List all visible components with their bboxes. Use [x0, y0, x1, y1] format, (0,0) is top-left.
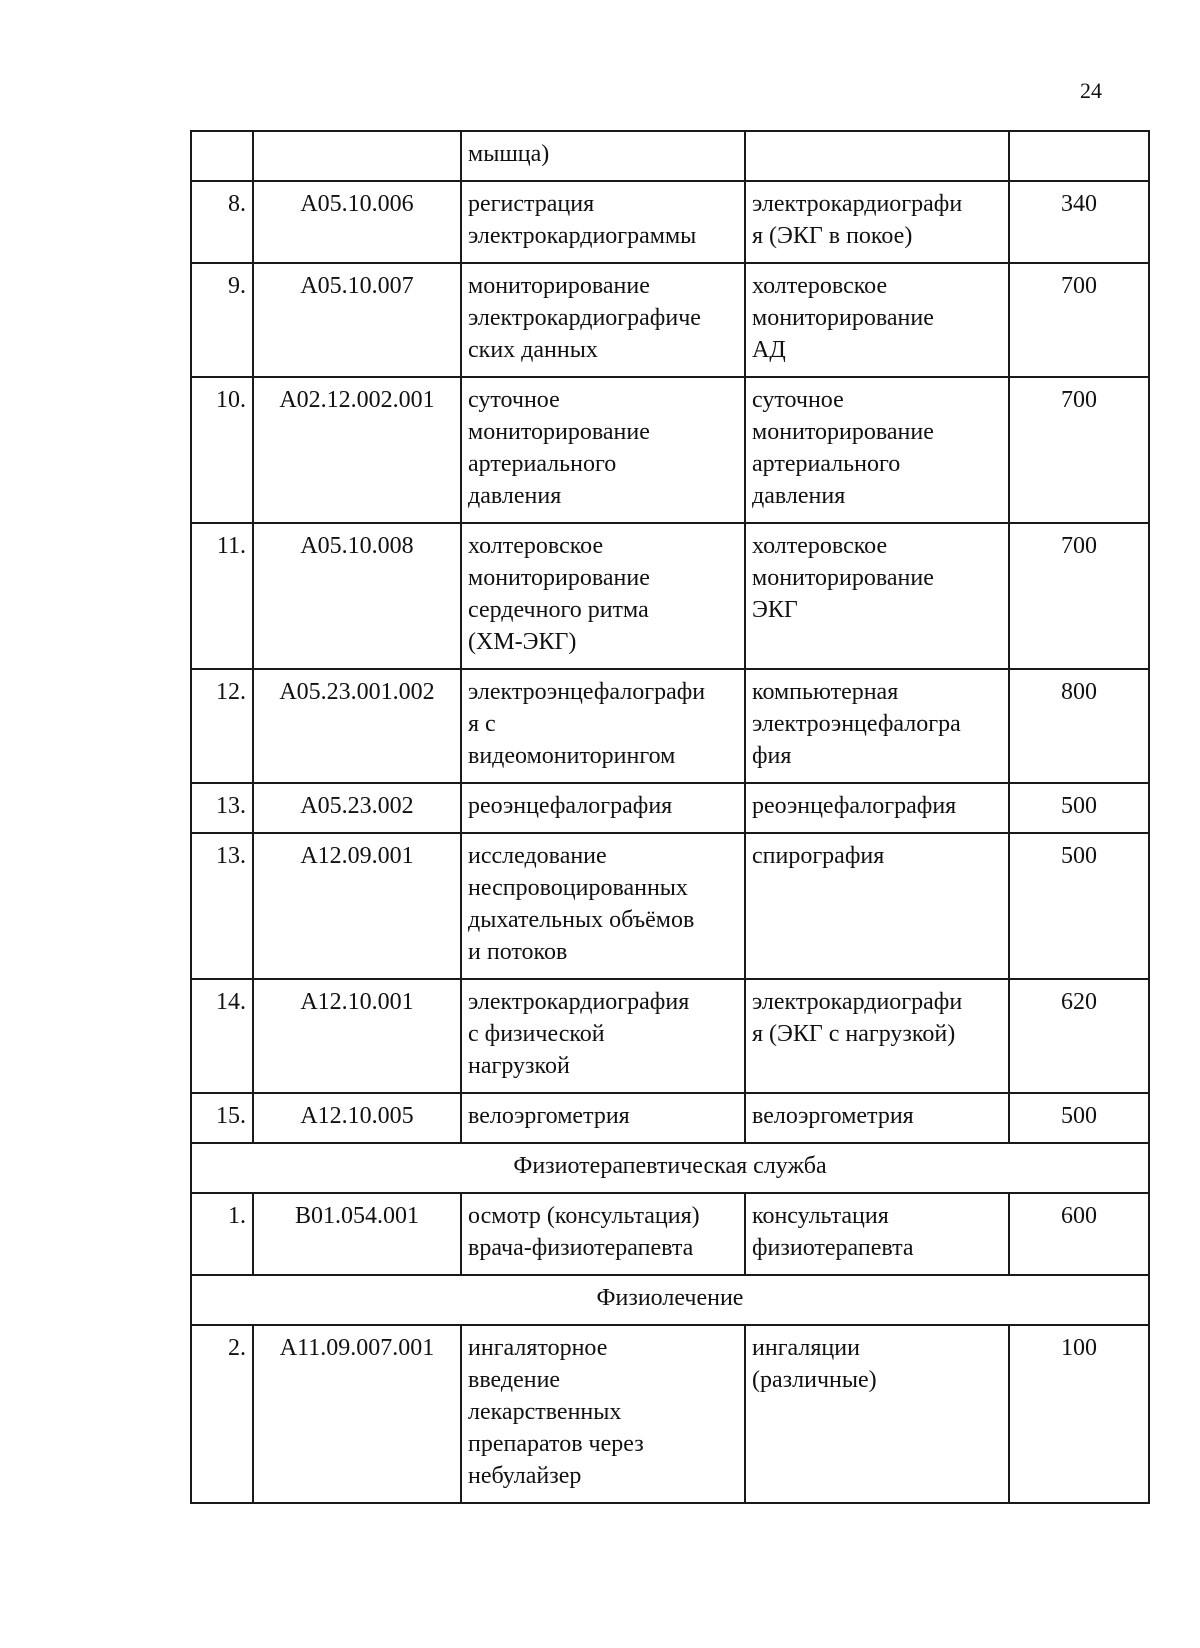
- service-name: консультация физиотерапевта: [745, 1193, 1009, 1275]
- service-name: электрокардиографи я (ЭКГ в покое): [745, 181, 1009, 263]
- service-code: [253, 131, 461, 181]
- section-header-row: [191, 1275, 1149, 1325]
- service-name: велоэргометрия: [745, 1093, 1009, 1143]
- table-row: [191, 783, 1149, 833]
- table-row: [191, 1325, 1149, 1503]
- service-price: 600: [1009, 1193, 1149, 1275]
- service-code: A11.09.007.001: [253, 1325, 461, 1503]
- table-body: [191, 131, 1149, 1503]
- table-row: [191, 833, 1149, 979]
- section-header-row: [191, 1143, 1149, 1193]
- service-name: компьютерная электроэнцефалогра фия: [745, 669, 1009, 783]
- row-number: 2.: [191, 1325, 253, 1503]
- service-description: ингаляторное введение лекарственных препаратов через небулайзер: [461, 1325, 745, 1503]
- table-row: [191, 1193, 1149, 1275]
- service-name: спирография: [745, 833, 1009, 979]
- row-number: 15.: [191, 1093, 253, 1143]
- page-number: 24: [1080, 78, 1102, 103]
- service-name: ингаляции (различные): [745, 1325, 1009, 1503]
- service-code: A05.10.006: [253, 181, 461, 263]
- service-description: осмотр (консультация) врача-физиотерапевта: [461, 1193, 745, 1275]
- table-row: [191, 523, 1149, 669]
- service-name: холтеровское мониторирование АД: [745, 263, 1009, 377]
- row-number: 9.: [191, 263, 253, 377]
- service-description: велоэргометрия: [461, 1093, 745, 1143]
- service-code: A02.12.002.001: [253, 377, 461, 523]
- service-code: B01.054.001: [253, 1193, 461, 1275]
- table-row: [191, 181, 1149, 263]
- row-number: 8.: [191, 181, 253, 263]
- service-description: регистрация электрокардиограммы: [461, 181, 745, 263]
- service-description: электрокардиография с физической нагрузкой: [461, 979, 745, 1093]
- row-number: 10.: [191, 377, 253, 523]
- service-name: холтеровское мониторирование ЭКГ: [745, 523, 1009, 669]
- service-code: A12.10.005: [253, 1093, 461, 1143]
- table-row: [191, 131, 1149, 181]
- service-description: суточное мониторирование артериального давления: [461, 377, 745, 523]
- service-name: суточное мониторирование артериального давления: [745, 377, 1009, 523]
- service-price: 500: [1009, 783, 1149, 833]
- service-price: 500: [1009, 1093, 1149, 1143]
- row-number: 13.: [191, 783, 253, 833]
- table-row: [191, 669, 1149, 783]
- service-code: A05.23.001.002: [253, 669, 461, 783]
- row-number: 14.: [191, 979, 253, 1093]
- service-code: A12.09.001: [253, 833, 461, 979]
- service-price: 800: [1009, 669, 1149, 783]
- service-description: исследование неспровоцированных дыхательных объёмов и потоков: [461, 833, 745, 979]
- price-list-table: [190, 130, 1150, 1504]
- row-number: 13.: [191, 833, 253, 979]
- service-price: 340: [1009, 181, 1149, 263]
- section-title: Физиолечение: [191, 1275, 1149, 1325]
- service-description: холтеровское мониторирование сердечного ритма (ХМ-ЭКГ): [461, 523, 745, 669]
- table-row: [191, 263, 1149, 377]
- service-price: 100: [1009, 1325, 1149, 1503]
- service-description: электроэнцефалографи я с видеомониторингом: [461, 669, 745, 783]
- service-code: A05.23.002: [253, 783, 461, 833]
- row-number: 11.: [191, 523, 253, 669]
- row-number: 12.: [191, 669, 253, 783]
- service-description: реоэнцефалография: [461, 783, 745, 833]
- service-description: мониторирование электрокардиографиче ских данных: [461, 263, 745, 377]
- row-number: 1.: [191, 1193, 253, 1275]
- service-price: 620: [1009, 979, 1149, 1093]
- service-code: A12.10.001: [253, 979, 461, 1093]
- service-code: A05.10.008: [253, 523, 461, 669]
- service-name: [745, 131, 1009, 181]
- table-row: [191, 979, 1149, 1093]
- service-name: электрокардиографи я (ЭКГ с нагрузкой): [745, 979, 1009, 1093]
- service-description: мышца): [461, 131, 745, 181]
- section-title: Физиотерапевтическая служба: [191, 1143, 1149, 1193]
- service-code: A05.10.007: [253, 263, 461, 377]
- service-price: [1009, 131, 1149, 181]
- table-row: [191, 1093, 1149, 1143]
- service-price: 500: [1009, 833, 1149, 979]
- service-name: реоэнцефалография: [745, 783, 1009, 833]
- service-price: 700: [1009, 523, 1149, 669]
- service-price: 700: [1009, 263, 1149, 377]
- service-price: 700: [1009, 377, 1149, 523]
- table-row: [191, 377, 1149, 523]
- row-number: [191, 131, 253, 181]
